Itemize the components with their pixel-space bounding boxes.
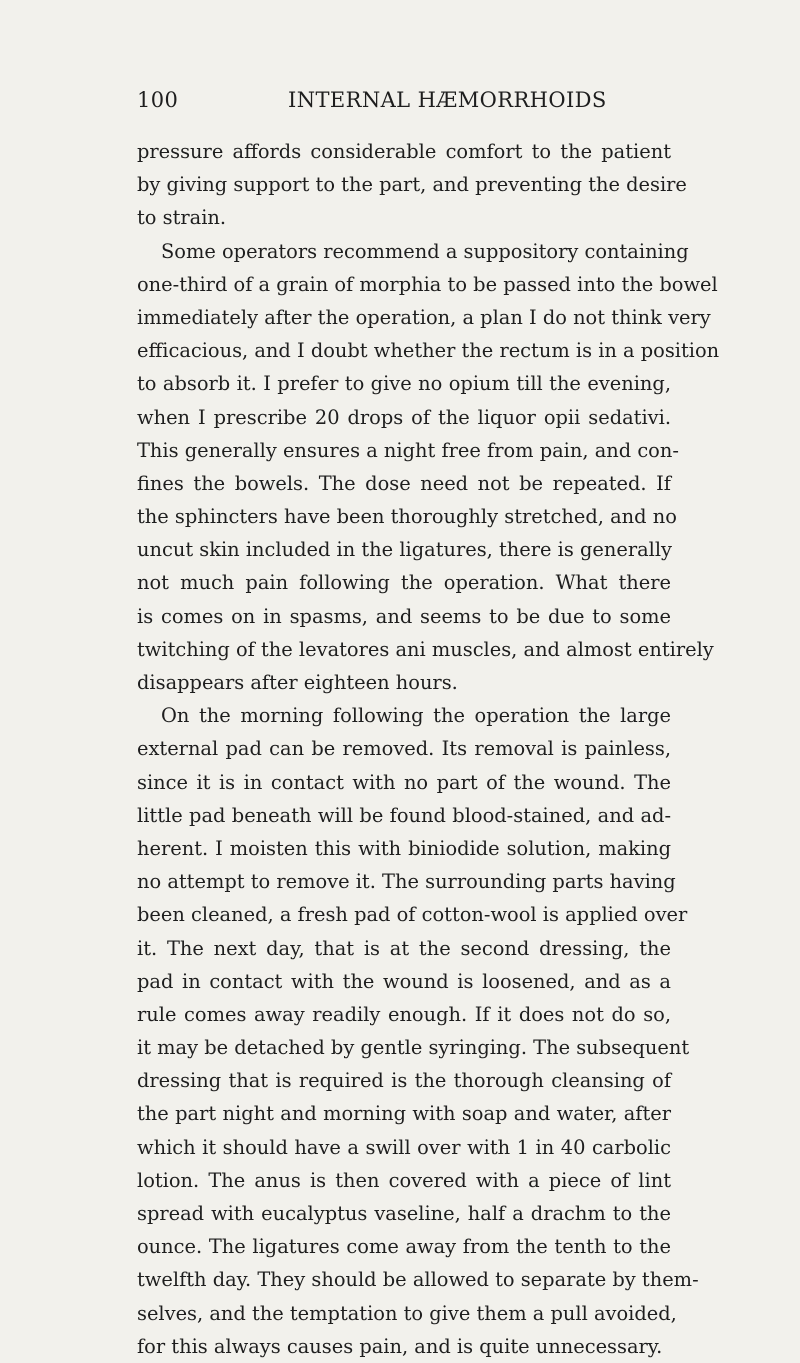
text-line: Some operators recommend a suppository containing (161, 239, 689, 263)
text-line: twelfth day. They should be allowed to separate by them- (137, 1268, 699, 1292)
text-line: which it should have a swill over with 1 in 40 carbolic (137, 1135, 671, 1159)
text-line: twitching of the levatores ani muscles, and almost entirely (137, 637, 714, 661)
text-line: uncut skin included in the ligatures, there is generally (137, 538, 673, 562)
text-line: herent. I moisten this with biniodide solution, making (137, 836, 671, 860)
text-line: On the morning following the operation the large (161, 704, 671, 728)
text-line: pressure affords considerable comfort to the patient (137, 140, 671, 163)
text-line: little pad beneath will be found blood-stained, and ad- (137, 803, 671, 827)
text-line: selves, and the temptation to give them a pull avoided, (137, 1301, 677, 1325)
text-line: lotion. The anus is then covered with a piece of lint (137, 1168, 671, 1192)
page-number: 100 (137, 88, 179, 112)
text-line: not much pain following the operation. What there (137, 571, 671, 595)
text-line: by giving support to the part, and preventing the desire (137, 173, 687, 197)
text-line: disappears after eighteen hours. (137, 671, 458, 694)
paragraph-1 (137, 135, 687, 235)
text-line: it. The next day, that is at the second dressing, the (137, 936, 671, 960)
paragraph-3 (137, 699, 699, 1363)
text-line: is comes on in spasms, and seems to be due to some (137, 604, 671, 628)
text-line: dressing that is required is the thorough cleansing of (137, 1069, 671, 1093)
paragraph-2 (137, 235, 720, 700)
text-line: efficacious, and I doubt whether the rectum is in a position (137, 339, 720, 363)
text-line: no attempt to remove it. The surrounding parts having (137, 870, 676, 894)
text-line: fines the bowels. The dose need not be repeated. If (137, 471, 671, 495)
text-line: This generally ensures a night free from pain, and con- (137, 438, 679, 462)
text-line: rule comes away readily enough. If it does not do so, (137, 1002, 671, 1026)
text-line: since it is in contact with no part of the wound. The (137, 770, 671, 794)
running-head (137, 88, 671, 118)
text-line: to strain. (137, 206, 227, 230)
running-title: INTERNAL HÆMORRHOIDS (288, 88, 607, 112)
text-line: external pad can be removed. Its removal is painless, (137, 737, 671, 761)
text-line: ounce. The ligatures come away from the tenth to the (137, 1235, 671, 1259)
text-line: immediately after the operation, a plan I do not think very (137, 305, 711, 329)
text-line: for this always causes pain, and is quite unnecessary. (137, 1334, 663, 1358)
text-line: one-third of a grain of morphia to be passed into the bowel (137, 272, 718, 296)
text-line: the sphincters have been thoroughly stretched, and no (137, 505, 677, 529)
text-line: pad in contact with the wound is loosened, and as a (137, 969, 671, 993)
text-line: been cleaned, a fresh pad of cotton-wool is applied over (137, 903, 688, 927)
text-line: when I prescribe 20 drops of the liquor opii sedativi. (137, 405, 671, 429)
text-line: to absorb it. I prefer to give no opium till the evening, (137, 372, 671, 396)
text-line: the part night and morning with soap and water, after (137, 1102, 671, 1126)
text-line: it may be detached by gentle syringing. The subsequent (137, 1036, 690, 1060)
body-text (137, 135, 720, 1363)
text-line: spread with eucalyptus vaseline, half a drachm to the (137, 1202, 671, 1225)
